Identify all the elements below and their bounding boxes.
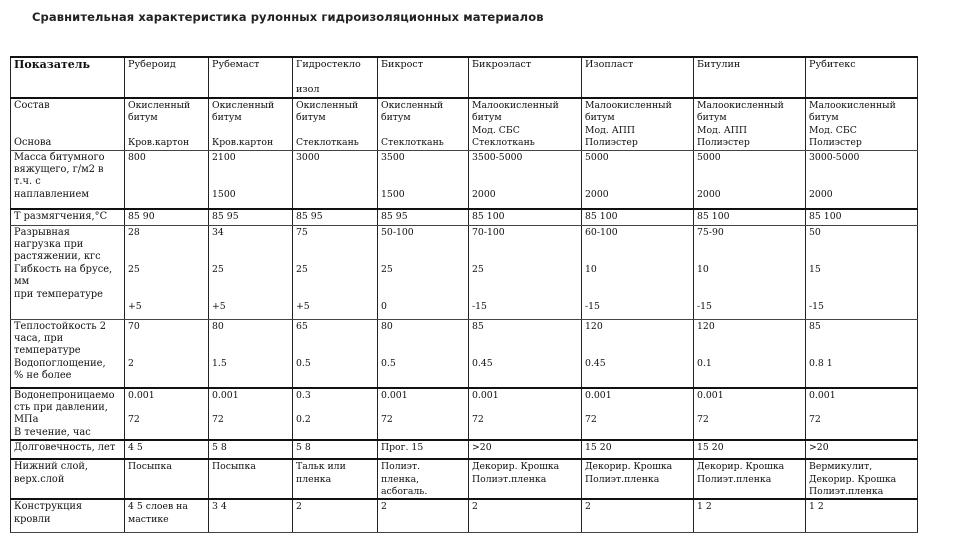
table-cell: >20 — [469, 440, 582, 459]
table-cell: 85 95 — [378, 209, 469, 226]
table-cell: 1 2 — [694, 499, 806, 533]
table-cell: 3500 1500 — [378, 150, 469, 209]
table-cell: 0.001 72 — [469, 388, 582, 441]
column-header: Бикрост — [378, 57, 469, 98]
table-cell: >20 — [806, 440, 918, 459]
table-cell: 70 2 — [125, 319, 209, 388]
table-cell: 60-100 10 -15 — [582, 225, 694, 319]
table-cell: 75-90 10 -15 — [694, 225, 806, 319]
table-row — [11, 388, 918, 441]
table-cell: 15 20 — [694, 440, 806, 459]
table-cell: 28 25 +5 — [125, 225, 209, 319]
table-cell: 80 0.5 — [378, 319, 469, 388]
table-cell: Окисленный битум Кров.картон — [125, 98, 209, 150]
table-row — [11, 319, 918, 388]
comparison-table — [10, 56, 918, 533]
table-cell: 85 95 — [209, 209, 293, 226]
table-cell: Посыпка — [125, 459, 209, 499]
table-cell: 0.001 72 — [209, 388, 293, 441]
table-cell: 3000-5000 2000 — [806, 150, 918, 209]
table-cell: 5 8 — [209, 440, 293, 459]
table-row — [11, 440, 918, 459]
table-cell: 2100 1500 — [209, 150, 293, 209]
table-row — [11, 499, 918, 533]
column-header: Рубитекс — [806, 57, 918, 98]
row-label: Нижний слой, верх.слой — [11, 459, 125, 499]
row-label: Масса битумного вяжущего, г/м2 в т.ч. с наплавлением — [11, 150, 125, 209]
table-cell: 0.001 72 — [582, 388, 694, 441]
table-cell: Окисленный битум Стеклоткань — [378, 98, 469, 150]
column-header: Бикроэласт — [469, 57, 582, 98]
table-cell: Окисленный битум Стеклоткань — [293, 98, 378, 150]
table-cell: 800 — [125, 150, 209, 209]
table-cell: 85 90 — [125, 209, 209, 226]
table-cell: 85 100 — [582, 209, 694, 226]
table-cell: Полиэт. пленка, асбогаль. — [378, 459, 469, 499]
row-label: Водонепроницаемо сть при давлении, МПа В течение, час — [11, 388, 125, 441]
table-cell: 65 0.5 — [293, 319, 378, 388]
table-cell: 5000 2000 — [694, 150, 806, 209]
table-row — [11, 459, 918, 499]
table-cell: 2 — [293, 499, 378, 533]
table-cell: 2 — [378, 499, 469, 533]
table-cell: 15 20 — [582, 440, 694, 459]
table-cell: 2 — [469, 499, 582, 533]
table-cell: Вермикулит, Декорир. Крошка Полиэт.пленка — [806, 459, 918, 499]
table-cell: 4 5 слоев на мастике — [125, 499, 209, 533]
table-cell: 5000 2000 — [582, 150, 694, 209]
table-cell: Декорир. Крошка Полиэт.пленка — [694, 459, 806, 499]
table-cell: 0.3 0.2 — [293, 388, 378, 441]
table-cell: Окисленный битум Кров.картон — [209, 98, 293, 150]
table-cell: 85 100 — [694, 209, 806, 226]
table-cell: 85 100 — [806, 209, 918, 226]
table-cell: 3000 — [293, 150, 378, 209]
table-cell: Малоокисленный битум Мод. АПП Полиэстер — [694, 98, 806, 150]
column-header: Битулин — [694, 57, 806, 98]
column-header: Гидростекло изол — [293, 57, 378, 98]
table-cell: 1 2 — [806, 499, 918, 533]
page-title: Сравнительная характеристика рулонных гидроизоляционных материалов — [32, 10, 544, 24]
row-label: Разрывная нагрузка при растяжении, кгс Гибкость на брусе, мм при температуре — [11, 225, 125, 319]
row-label: Состав Основа — [11, 98, 125, 150]
table-cell: 0.001 72 — [378, 388, 469, 441]
table-cell: Малоокисленный битум Мод. СБС Стеклоткань — [469, 98, 582, 150]
table-cell: 75 25 +5 — [293, 225, 378, 319]
table-cell: 4 5 — [125, 440, 209, 459]
table-cell: 3500-5000 2000 — [469, 150, 582, 209]
table-cell: Малоокисленный битум Мод. АПП Полиэстер — [582, 98, 694, 150]
row-label: Т размягчения,°С — [11, 209, 125, 226]
table-row — [11, 150, 918, 209]
table-cell: 2 — [582, 499, 694, 533]
table-cell: Посыпка — [209, 459, 293, 499]
table-cell: 120 0.45 — [582, 319, 694, 388]
table-cell: 85 100 — [469, 209, 582, 226]
table-cell: 70-100 25 -15 — [469, 225, 582, 319]
table-row — [11, 98, 918, 150]
table-cell: Декорир. Крошка Полиэт.пленка — [469, 459, 582, 499]
table-cell: Декорир. Крошка Полиэт.пленка — [582, 459, 694, 499]
table-row — [11, 209, 918, 226]
table-cell: 0.001 72 — [694, 388, 806, 441]
row-label: Долговечность, лет — [11, 440, 125, 459]
column-header: Показатель — [11, 57, 125, 98]
table-cell: 85 95 — [293, 209, 378, 226]
table-row — [11, 225, 918, 319]
row-label: Теплостойкость 2 часа, при температуре Водопоглощение, % не более — [11, 319, 125, 388]
table-cell: 120 0.1 — [694, 319, 806, 388]
row-label: Конструкция кровли — [11, 499, 125, 533]
table-cell: 50 15 -15 — [806, 225, 918, 319]
table-cell: 5 8 — [293, 440, 378, 459]
table-cell: 34 25 +5 — [209, 225, 293, 319]
table-cell: Малоокисленный битум Мод. СБС Полиэстер — [806, 98, 918, 150]
table-cell: 85 0.8 1 — [806, 319, 918, 388]
table-cell: 0.001 72 — [806, 388, 918, 441]
table-cell: 50-100 25 0 — [378, 225, 469, 319]
table-cell: 85 0.45 — [469, 319, 582, 388]
column-header: Рубероид — [125, 57, 209, 98]
table-cell: 3 4 — [209, 499, 293, 533]
column-header: Рубемаст — [209, 57, 293, 98]
table-cell: Тальк или пленка — [293, 459, 378, 499]
column-header: Изопласт — [582, 57, 694, 98]
table-header-row — [11, 57, 918, 98]
table-cell: 80 1.5 — [209, 319, 293, 388]
table-cell: 0.001 72 — [125, 388, 209, 441]
table-cell: Прог. 15 — [378, 440, 469, 459]
